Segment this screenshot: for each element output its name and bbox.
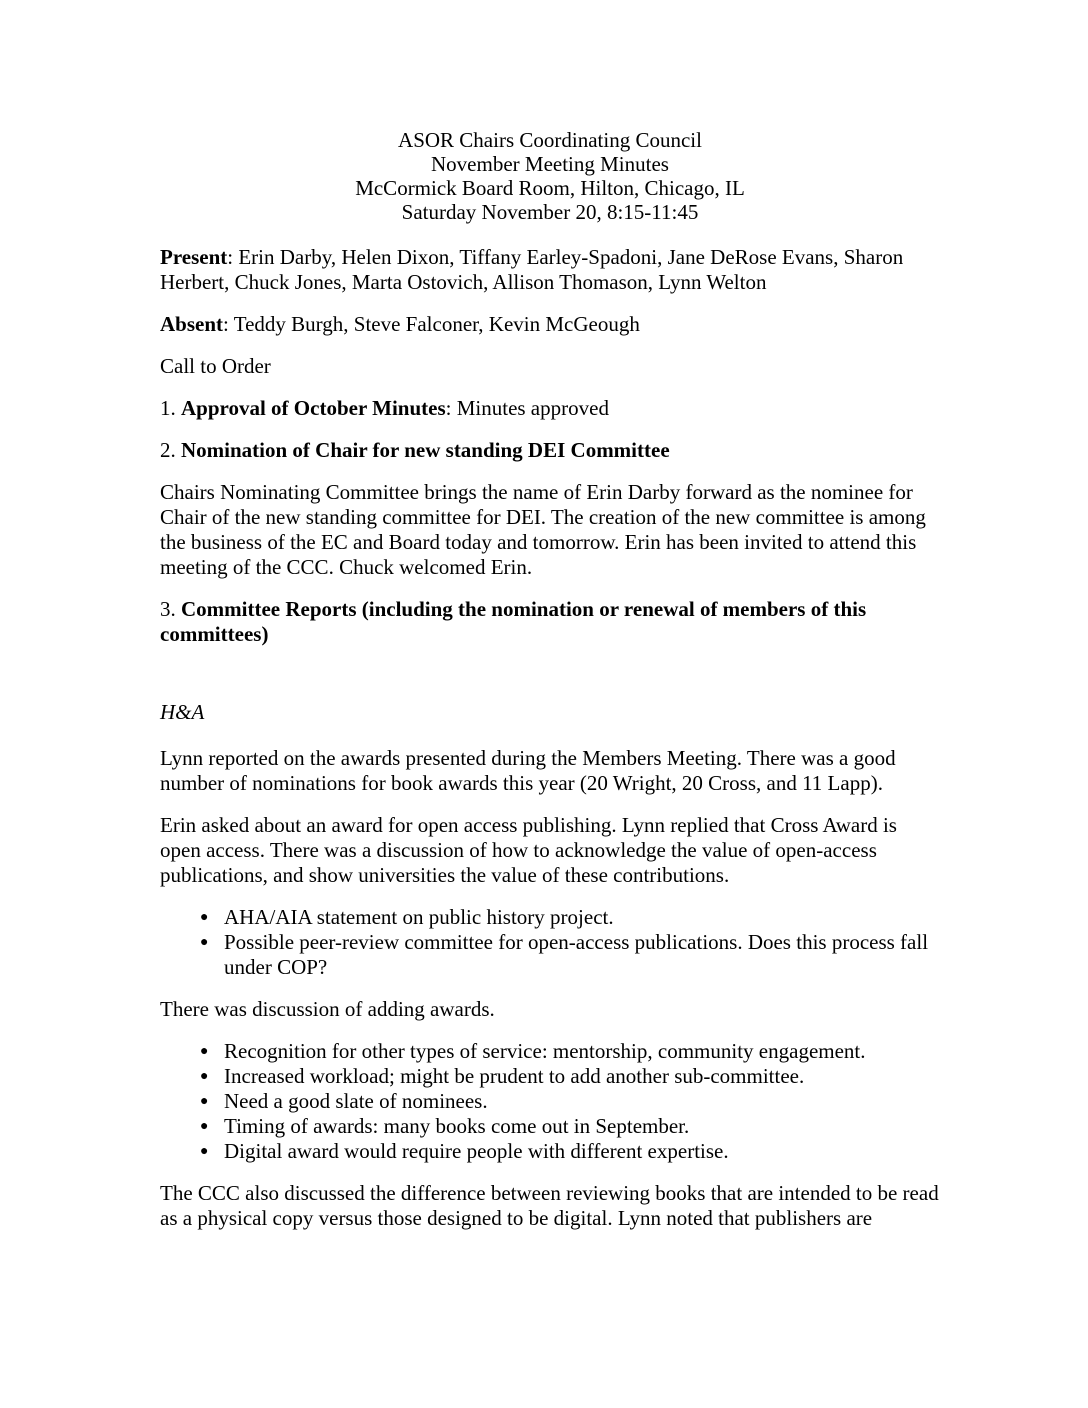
present-list: : Erin Darby, Helen Dixon, Tiffany Earley-Spadoni, Jane DeRose Evans, Sharon Herbert, Chuck Jones, Marta Ostovich, Allison Thomason, Lynn Welton — [160, 245, 904, 294]
agenda-item-2 — [160, 438, 940, 463]
bullet-icon: ● — [200, 1094, 209, 1109]
bullet-icon: ● — [200, 1044, 209, 1059]
subsection-heading-ha: H&A — [160, 700, 205, 724]
attendees-absent — [160, 312, 940, 337]
bullet-icon: ● — [200, 935, 209, 950]
item-2-body: Chairs Nominating Committee brings the name of Erin Darby forward as the nominee for Chair of the new standing committee for DEI. The creation of the new committee is among the business of the EC and Board today and tomorrow. Erin has been invited to attend this meeting of the CCC. Chuck welcomed Erin. — [160, 480, 926, 579]
item-heading: Nomination of Chair for new standing DEI Committee — [181, 438, 670, 462]
list-item — [160, 1039, 940, 1064]
list-item-text: Digital award would require people with different expertise. — [224, 1139, 729, 1163]
list-item — [160, 1089, 940, 1114]
document-header — [160, 128, 940, 224]
list-item — [160, 1114, 940, 1139]
ha-bullet-list-2 — [160, 1039, 940, 1164]
header-datetime: Saturday November 20, 8:15-11:45 — [401, 200, 699, 224]
ha-paragraph-4: The CCC also discussed the difference between reviewing books that are intended to be read as a physical copy versus those designed to be digital. Lynn noted that publishers are — [160, 1181, 939, 1230]
ha-bullet-list-1 — [160, 905, 940, 980]
item-text: : Minutes approved — [445, 396, 609, 420]
list-item — [160, 930, 940, 980]
list-item-text: AHA/AIA statement on public history project. — [224, 905, 614, 929]
attendees-present — [160, 245, 940, 295]
call-to-order: Call to Order — [160, 354, 271, 378]
absent-list: : Teddy Burgh, Steve Falconer, Kevin McGeough — [223, 312, 640, 336]
bullet-icon: ● — [200, 1069, 209, 1084]
ha-paragraph-2: Erin asked about an award for open access publishing. Lynn replied that Cross Award is open access. There was a discussion of how to acknowledge the value of open-access publications, and show universities the value of these contributions. — [160, 813, 897, 887]
document-page — [160, 128, 940, 1248]
agenda-item-1 — [160, 396, 940, 421]
item-number: 2. — [160, 438, 181, 462]
item-number: 1. — [160, 396, 181, 420]
absent-label: Absent — [160, 312, 224, 336]
header-organization: ASOR Chairs Coordinating Council — [398, 128, 702, 152]
item-number: 3. — [160, 597, 181, 621]
agenda-item-3 — [160, 597, 940, 647]
bullet-icon: ● — [200, 1119, 209, 1134]
list-item — [160, 905, 940, 930]
list-item-text: Recognition for other types of service: mentorship, community engagement. — [224, 1039, 866, 1063]
list-item-text: Increased workload; might be prudent to add another sub-committee. — [224, 1064, 805, 1088]
list-item — [160, 1139, 940, 1164]
list-item-text: Timing of awards: many books come out in September. — [224, 1114, 690, 1138]
ha-paragraph-3: There was discussion of adding awards. — [160, 997, 495, 1021]
present-label: Present — [160, 245, 228, 269]
header-location: McCormick Board Room, Hilton, Chicago, IL — [355, 176, 745, 200]
item-heading: Committee Reports (including the nomination or renewal of members of this committees) — [160, 597, 867, 646]
header-title: November Meeting Minutes — [431, 152, 669, 176]
list-item — [160, 1064, 940, 1089]
item-heading: Approval of October Minutes — [181, 396, 446, 420]
list-item-text: Need a good slate of nominees. — [224, 1089, 488, 1113]
bullet-icon: ● — [200, 910, 209, 925]
ha-paragraph-1: Lynn reported on the awards presented during the Members Meeting. There was a good number of nominations for book awards this year (20 Wright, 20 Cross, and 11 Lapp). — [160, 746, 896, 795]
bullet-icon: ● — [200, 1144, 209, 1159]
list-item-text: Possible peer-review committee for open-access publications. Does this process fall under COP? — [224, 930, 929, 979]
